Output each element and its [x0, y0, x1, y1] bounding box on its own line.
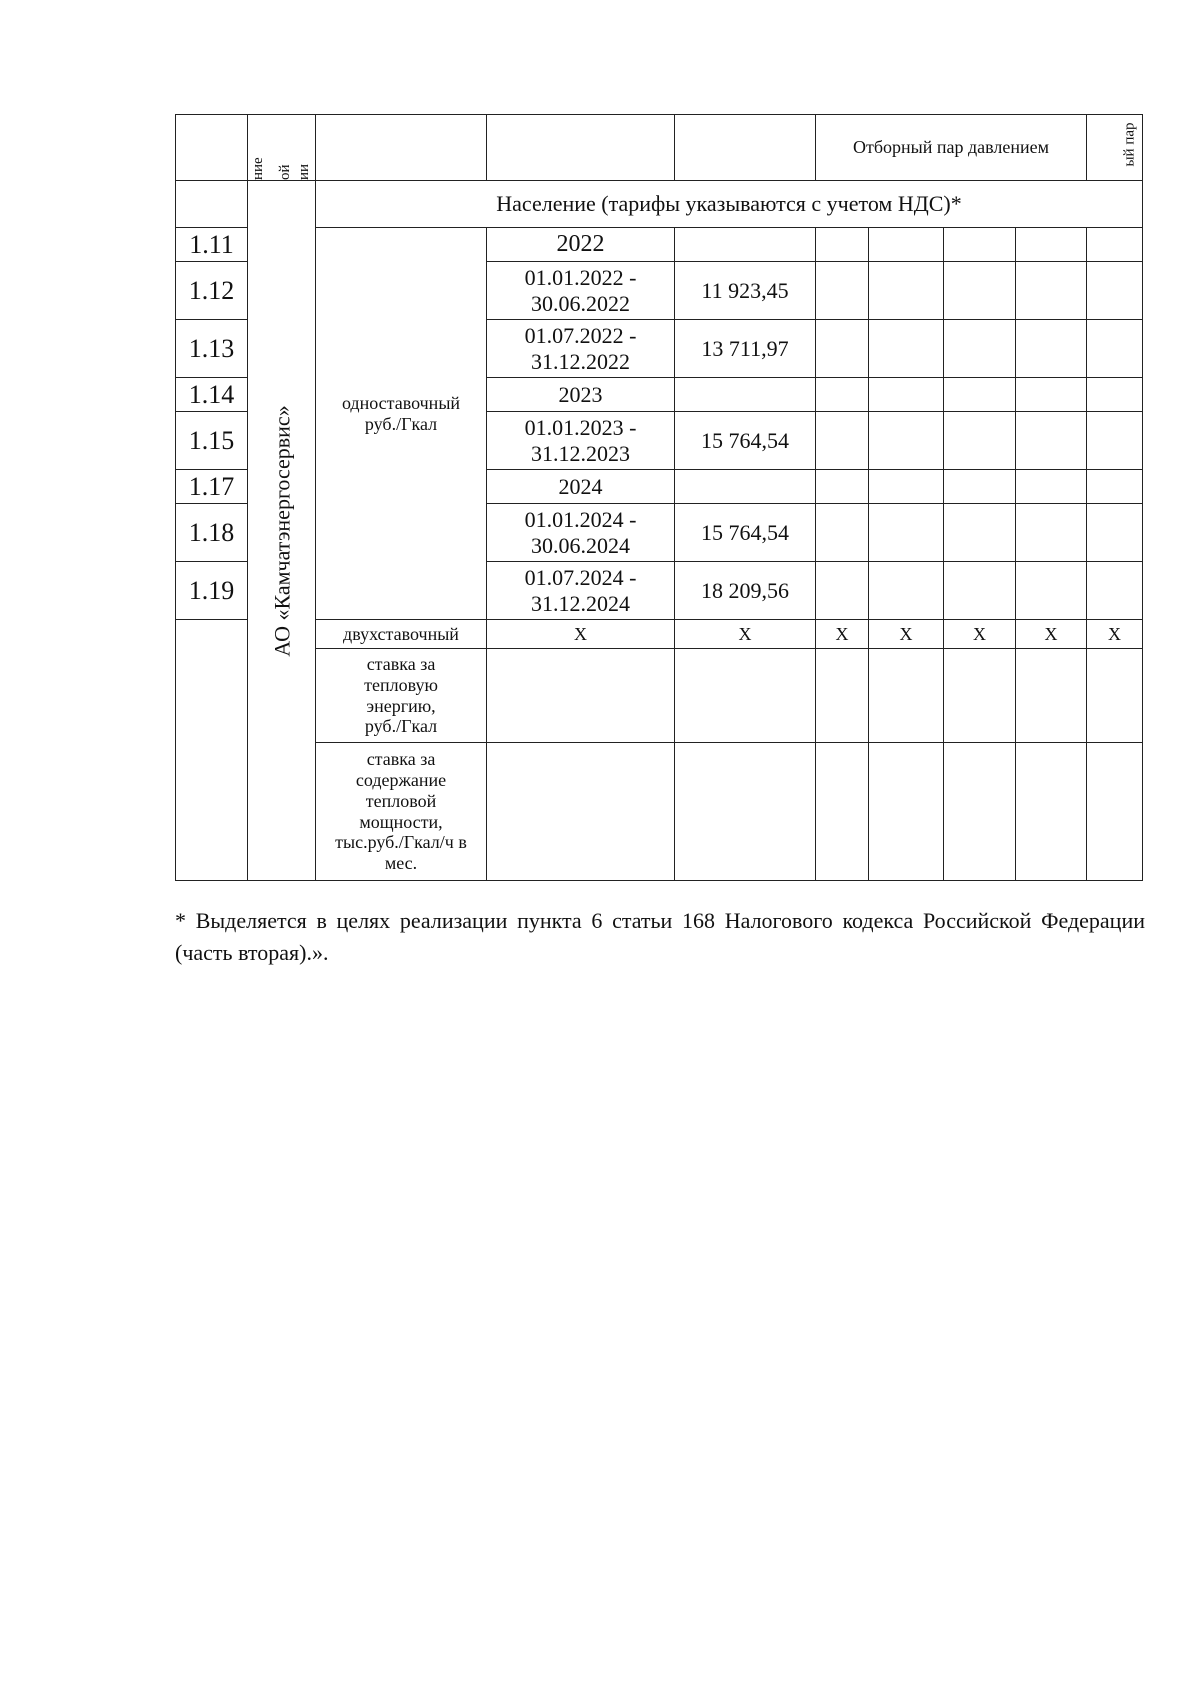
single-rate-text: одноставочный руб./Гкал: [341, 392, 461, 434]
empty-cell: [869, 262, 944, 320]
header-cell-empty-2: [487, 115, 675, 181]
value-cell: 15 764,54: [675, 504, 816, 562]
empty-cell: [944, 649, 1016, 743]
period-cell: 01.01.2023 - 31.12.2023: [487, 412, 675, 470]
organization-name: АО «Камчатэнергосервис»: [268, 404, 294, 657]
empty-cell: [1016, 743, 1087, 881]
empty-cell: [869, 470, 944, 504]
x-mark: X: [675, 620, 816, 649]
empty-cell: [816, 504, 869, 562]
empty-cell: [944, 228, 1016, 262]
empty-cell: [1087, 649, 1143, 743]
row-number: 1.17: [176, 470, 248, 504]
two-rate-label: двухставочный: [316, 620, 487, 649]
empty-cell: [944, 378, 1016, 412]
value-cell: [675, 228, 816, 262]
period-cell: 2024: [487, 470, 675, 504]
empty-cell: [944, 504, 1016, 562]
header-cut-text-3: ии: [296, 163, 313, 180]
empty-cell: [1087, 504, 1143, 562]
empty-cell: [1016, 228, 1087, 262]
empty-cell: [869, 562, 944, 620]
row-number: 1.14: [176, 378, 248, 412]
row-number: 1.11: [176, 228, 248, 262]
empty-cell: [1087, 378, 1143, 412]
empty-cell: [869, 412, 944, 470]
empty-cell: [869, 228, 944, 262]
header-cell-cut: [248, 115, 316, 181]
two-rate-row: [176, 620, 1143, 649]
empty-cell: [1016, 262, 1087, 320]
section-title: Население (тарифы указываются с учетом НДС)*: [316, 181, 1143, 228]
x-mark: X: [487, 620, 675, 649]
footnote: * Выделяется в целях реализации пункта 6 статьи 168 Налогового кодекса Российской Федерации (часть вторая).».: [175, 908, 1145, 965]
empty-cell: [816, 228, 869, 262]
header-cell-num: [176, 115, 248, 181]
empty-cell: [1016, 412, 1087, 470]
period-cell: 2023: [487, 378, 675, 412]
row-number: 1.18: [176, 504, 248, 562]
row-number: 1.19: [176, 562, 248, 620]
value-cell: 15 764,54: [675, 412, 816, 470]
empty-cell: [1087, 412, 1143, 470]
header-cut-text-1: ние: [250, 157, 266, 180]
empty-cell: [944, 470, 1016, 504]
row-number: 1.15: [176, 412, 248, 470]
x-mark: X: [1087, 620, 1143, 649]
x-mark: X: [816, 620, 869, 649]
empty-cell: [1016, 649, 1087, 743]
empty-cell: [1016, 562, 1087, 620]
value-cell: 11 923,45: [675, 262, 816, 320]
header-cell-empty-1: [316, 115, 487, 181]
empty-cell: [1087, 470, 1143, 504]
empty-cell: [816, 412, 869, 470]
empty-cell: [487, 743, 675, 881]
table-row: [176, 228, 1143, 262]
empty-cell: [869, 378, 944, 412]
empty-cell: [1087, 228, 1143, 262]
single-rate-label: [316, 228, 487, 620]
row-number: 1.12: [176, 262, 248, 320]
empty-cell: [944, 743, 1016, 881]
value-cell: 18 209,56: [675, 562, 816, 620]
heat-rate-row: [176, 649, 1143, 743]
empty-cell: [944, 262, 1016, 320]
empty-cell: [675, 649, 816, 743]
header-cut-last-text: ый пар: [1121, 122, 1138, 167]
header-cell-cut-last: [1087, 115, 1143, 181]
empty-cell: [816, 378, 869, 412]
x-mark: X: [1016, 620, 1087, 649]
empty-cell: [1087, 320, 1143, 378]
empty-cell: [1016, 320, 1087, 378]
header-cell-empty-3: [675, 115, 816, 181]
value-cell: [675, 470, 816, 504]
empty-cell: [487, 649, 675, 743]
empty-cell: [816, 743, 869, 881]
heat-rate-label: ставка за тепловую энергию, руб./Гкал: [316, 649, 487, 743]
empty-cell: [1016, 470, 1087, 504]
empty-cell: [816, 562, 869, 620]
empty-cell: [1087, 262, 1143, 320]
header-otborny: Отборный пар давлением: [816, 115, 1087, 181]
x-mark: X: [944, 620, 1016, 649]
capacity-rate-row: [176, 743, 1143, 881]
x-mark: X: [869, 620, 944, 649]
period-cell: 01.07.2022 - 31.12.2022: [487, 320, 675, 378]
empty-cell: [869, 320, 944, 378]
section-num-empty: [176, 181, 248, 228]
empty-cell: [816, 470, 869, 504]
empty-cell: [1087, 743, 1143, 881]
empty-cell: [816, 649, 869, 743]
empty-cell: [816, 320, 869, 378]
period-cell: 01.07.2024 - 31.12.2024: [487, 562, 675, 620]
empty-cell: [869, 743, 944, 881]
value-cell: 13 711,97: [675, 320, 816, 378]
period-cell: 2022: [487, 228, 675, 262]
empty-cell: [944, 562, 1016, 620]
empty-cell: [675, 743, 816, 881]
empty-cell: [944, 412, 1016, 470]
empty-cell: [869, 504, 944, 562]
value-cell: [675, 378, 816, 412]
header-cut-text-2: ой: [276, 164, 293, 180]
empty-cell: [869, 649, 944, 743]
tariff-table: [175, 114, 1143, 881]
empty-cell: [944, 320, 1016, 378]
empty-cell: [816, 262, 869, 320]
section-title-row: [176, 181, 1143, 228]
empty-cell: [1016, 504, 1087, 562]
empty-cell: [1016, 378, 1087, 412]
organization-cell: [248, 181, 316, 881]
period-cell: 01.01.2022 - 30.06.2022: [487, 262, 675, 320]
row-number: 1.13: [176, 320, 248, 378]
header-row: [176, 115, 1143, 181]
period-cell: 01.01.2024 - 30.06.2024: [487, 504, 675, 562]
row-number-empty: [176, 620, 248, 881]
capacity-rate-label: ставка за содержание тепловой мощности, тыс.руб./Гкал/ч в мес.: [316, 743, 487, 881]
empty-cell: [1087, 562, 1143, 620]
